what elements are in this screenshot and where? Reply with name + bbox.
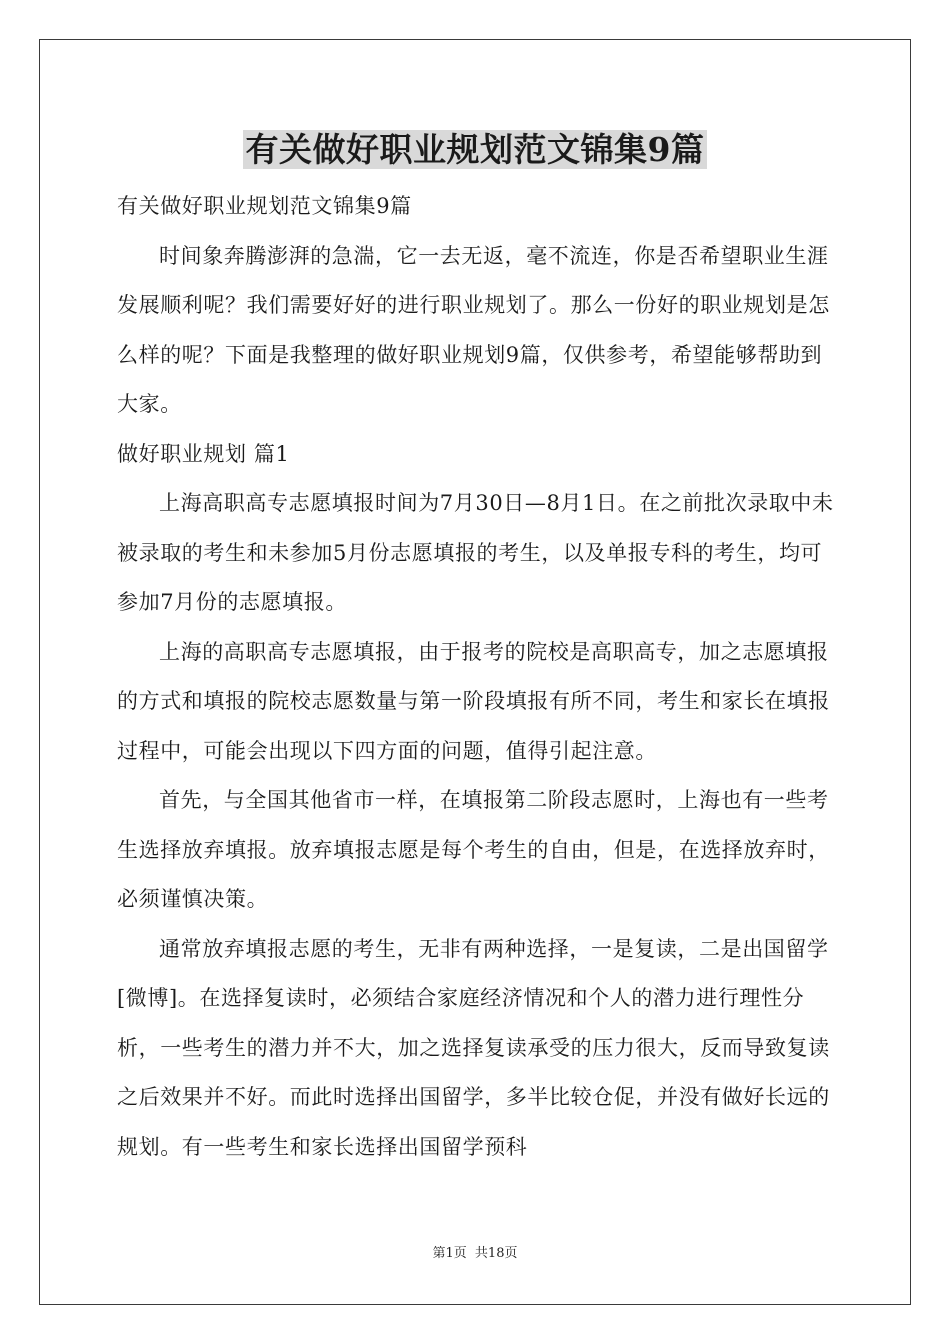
paragraph: 首先，与全国其他省市一样，在填报第二阶段志愿时，上海也有一些考生选择放弃填报。放弃填报志愿是每个考生的自由，但是，在选择放弃时，必须谨慎决策。: [117, 788, 830, 911]
document-title: [0, 128, 950, 172]
page-number: 第1页 共18页: [432, 1246, 518, 1261]
paragraph-intro: 时间象奔腾澎湃的急湍，它一去无返，毫不流连，你是否希望职业生涯发展顺利呢？我们需要好好的进行职业规划了。那么一份好的职业规划是怎么样的呢？下面是我整理的做好职业规划9篇，仅供参考，希望能够帮助到大家。: [117, 243, 830, 416]
document-body: [117, 182, 835, 1172]
paragraph: 上海高职高专志愿填报时间为7月30日—8月1日。在之前批次录取中未被录取的考生和未参加5月份志愿填报的考生，以及单报专科的考生，均可参加7月份的志愿填报。: [117, 491, 834, 614]
section-heading: 做好职业规划 篇1: [117, 441, 290, 466]
document-title-text: 有关做好职业规划范文锦集9篇: [243, 130, 708, 169]
paragraph-subtitle: 有关做好职业规划范文锦集9篇: [117, 194, 412, 218]
paragraph: 通常放弃填报志愿的考生，无非有两种选择，一是复读，二是出国留学[微博]。在选择复读时，必须结合家庭经济情况和个人的潜力进行理性分析，一些考生的潜力并不大，加之选择复读承受的压力很大，反而导致复读之后效果并不好。而此时选择出国留学，多半比较仓促，并没有做好长远的规划。有一些考生和家长选择出国留学预科: [117, 936, 830, 1159]
paragraph: 上海的高职高专志愿填报，由于报考的院校是高职高专，加之志愿填报的方式和填报的院校志愿数量与第一阶段填报有所不同，考生和家长在填报过程中，可能会出现以下四方面的问题，值得引起注意。: [117, 639, 830, 763]
